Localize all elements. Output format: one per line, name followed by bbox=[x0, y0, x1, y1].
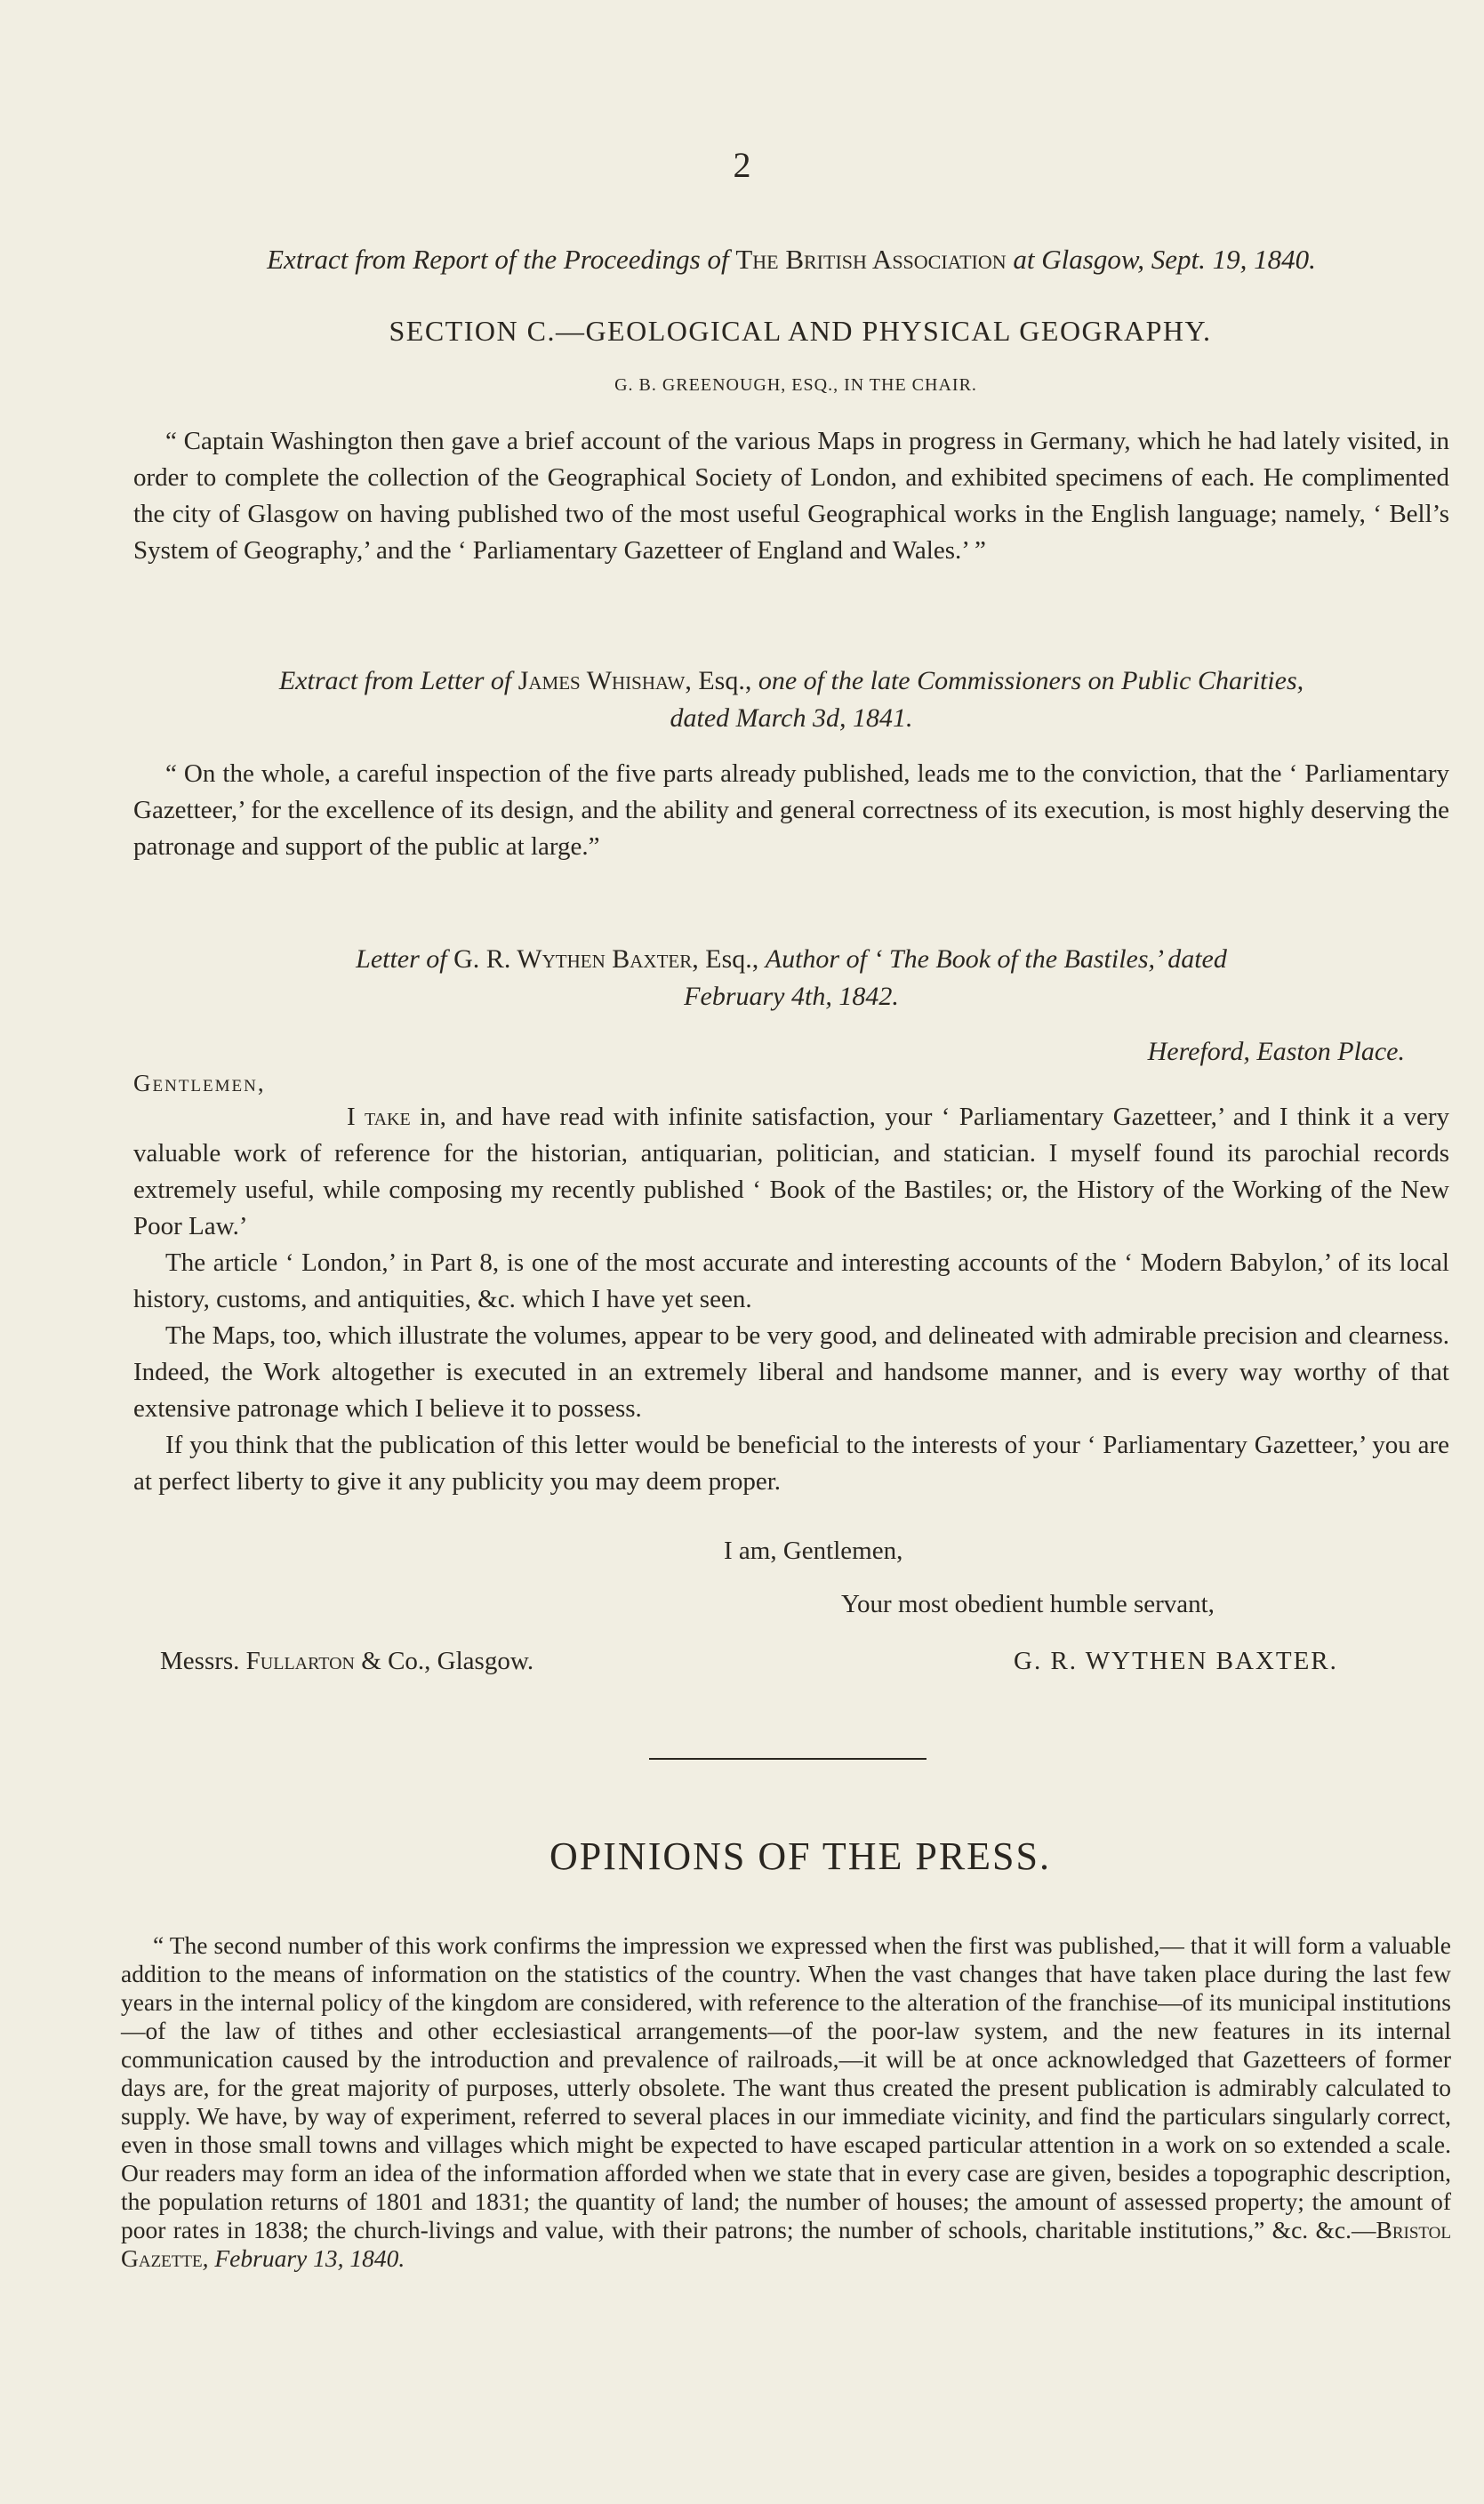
ba-quote-text: “ Captain Washington then gave a brief account of the various Maps in progress in Germany, which he had lately visited, in order to complete the collection of the Geographical Society of London, and exhibited specimens of each. He complimented the city of Glasgow on having published two of the most useful Geographical works in the English language; namely, ‘ Bell’s System of Geography,’ and the ‘ Parliamentary Gazetteer of England and Wales.’ ” bbox=[133, 427, 1449, 565]
baxter-title-name: G. R. Wythen Baxter bbox=[453, 944, 693, 974]
ba-title bbox=[133, 242, 1449, 277]
letter-signature: G. R. WYTHEN BAXTER. bbox=[1014, 1647, 1338, 1675]
press-quote-paragraph bbox=[121, 1931, 1451, 2273]
whishaw-title-name: James Whishaw bbox=[517, 666, 686, 695]
ba-title-suffix: at Glasgow, Sept. 19, 1840. bbox=[1013, 244, 1316, 275]
whishaw-title-date: dated March 3d, 1841. bbox=[670, 703, 913, 733]
letter-body bbox=[133, 1099, 1449, 1500]
addressee-name: Fullarton bbox=[245, 1647, 356, 1675]
baxter-title bbox=[133, 941, 1449, 1015]
section-divider bbox=[649, 1758, 926, 1760]
letter-place: Hereford, Easton Place. bbox=[1147, 1037, 1405, 1066]
whishaw-title-suffix: one of the late Commissioners on Public Charities, bbox=[758, 666, 1304, 695]
letter-addressee bbox=[160, 1643, 533, 1679]
press-source-date: , February 13, 1840. bbox=[202, 2244, 405, 2272]
letter-paragraph-3: The Maps, too, which illustrate the volumes, appear to be very good, and delineated with admirable precision and clearness. Indeed, the Work altogether is executed in an extremely liberal and handsome manner, and is every way worthy of that extensive patronage which I believe it to possess. bbox=[133, 1321, 1449, 1423]
letter-closing-1: I am, Gentlemen, bbox=[724, 1537, 903, 1565]
baxter-title-suffix: Author of ‘ The Book of the Bastiles,’ dated bbox=[765, 944, 1227, 974]
baxter-title-mid: , Esq., bbox=[692, 944, 759, 974]
page-number: 2 bbox=[733, 145, 751, 185]
press-heading: OPINIONS OF THE PRESS. bbox=[549, 1834, 1051, 1878]
press-source: Bristol Gazette bbox=[121, 2216, 1451, 2272]
section-title: SECTION C.—GEOLOGICAL AND PHYSICAL GEOGRAPHY. bbox=[389, 315, 1212, 347]
letter-paragraph-1-text: in, and have read with infinite satisfaction, your ‘ Parliamentary Gazetteer,’ and I think it a very valuable work of reference for the historian, antiquarian, politician, and statician. I myself found its parochial records extremely useful, while composing my recently published ‘ Book of the Bastiles; or, the History of the Working of the New Poor Law.’ bbox=[133, 1103, 1449, 1240]
letter-paragraph-2: The article ‘ London,’ in Part 8, is one of the most accurate and interesting accounts of the ‘ Modern Babylon,’ of its local history, customs, and antiquities, &c. which I have yet seen. bbox=[133, 1248, 1449, 1313]
chair-line: G. B. GREENOUGH, ESQ., IN THE CHAIR. bbox=[614, 375, 977, 395]
letter-closing-2: Your most obedient humble servant, bbox=[841, 1590, 1215, 1618]
baxter-title-prefix: Letter of bbox=[356, 944, 447, 974]
letter-salutation: Gentlemen, bbox=[133, 1070, 266, 1096]
letter-paragraph-4: If you think that the publication of this letter would be beneficial to the interests of your ‘ Parliamentary Gazetteer,’ you are at perfect liberty to give it any publicity you may deem proper. bbox=[133, 1431, 1449, 1496]
whishaw-title-mid: , Esq., bbox=[685, 666, 752, 695]
letter-paragraph-1 bbox=[133, 1099, 1449, 1245]
whishaw-title-prefix: Extract from Letter of bbox=[278, 666, 512, 695]
whishaw-quote-text: “ On the whole, a careful inspection of the five parts already published, leads me to the conviction, that the ‘ Parliamentary Gazetteer,’ for the excellence of its design, and the ability and general correctness of its execution, is most highly deserving the patronage and support of the public at large.” bbox=[133, 759, 1449, 861]
whishaw-title bbox=[133, 662, 1449, 737]
press-quote bbox=[121, 1931, 1451, 2273]
ba-title-prefix: Extract from Report of the Proceedings of bbox=[267, 244, 729, 275]
addressee-prefix: Messrs. bbox=[160, 1647, 240, 1675]
baxter-title-date: February 4th, 1842. bbox=[684, 982, 899, 1011]
letter-lead-words: I take bbox=[347, 1103, 411, 1131]
ba-title-org: The British Association bbox=[735, 244, 1007, 275]
whishaw-quote bbox=[133, 756, 1449, 865]
addressee-suffix: & Co., Glasgow. bbox=[361, 1647, 534, 1675]
press-quote-text: “ The second number of this work confirms the impression we expressed when the first was published,— that it will form a valuable addition to the means of information on the statistics of the country. When the vast changes that have taken place during the last few years in the internal policy of the kingdom are considered, with reference to the alteration of the franchise—of its municipal institutions—of the law of tithes and other ecclesiastical arrangements—of the poor-law system, and the new features in its internal communication caused by the introduction and prevalence of railroads,—it will be at once acknowledged that Gazetteers of former days are, for the great majority of purposes, utterly obsolete. The want thus created the present publication is admirably calculated to supply. We have, by way of experiment, referred to several places in our immediate vicinity, and find the particulars singularly correct, even in those small towns and villages which might be expected to have escaped particular attention in a work on so extended a scale. Our readers may form an idea of the information afforded when we state that in every case are given, besides a topographic description, the population returns of 1801 and 1831; the quantity of land; the number of houses; the amount of assessed property; the amount of poor rates in 1838; the church-livings and value, with their patrons; the number of schools, charitable institutions,” &c. &c.— bbox=[121, 1931, 1451, 2243]
ba-quote bbox=[133, 423, 1449, 569]
